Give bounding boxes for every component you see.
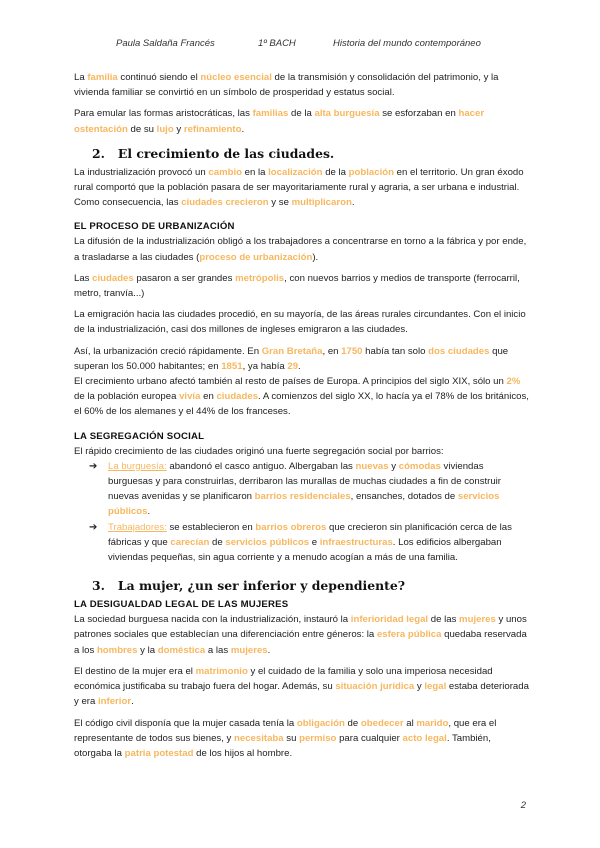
intro-paragraph-2: Para emular las formas aristocráticas, las familias de la alta burguesía se esforzaban en hacer ostentación de su lujo y refinamiento. bbox=[74, 108, 485, 135]
section-2-paragraph-1: La industrialización provocó un cambio en la localización de la población en el territorio. Un gran éxodo rural comportó que la población pasara de ser mayoritariamente rural y agraria, a ser urbana e industrial. Como consecuencia, las ciudades crecieron y se multiplicaron. bbox=[74, 166, 524, 209]
subheading-desigualdad: LA DESIGUALDAD LEGAL DE LAS MUJERES bbox=[74, 599, 289, 611]
section-2-paragraph-6: El crecimiento urbano afectó también al resto de países de Europa. A principios del siglo XIX, sólo un 2% de la población europea vivía en ciudades. A comienzos del siglo XX, lo hacía ya el 78% de los británicos, el 60% de los alemanes y el 44% de los franceses. bbox=[74, 376, 529, 418]
section-3-heading: 3. La mujer, ¿un ser inferior y dependiente? bbox=[92, 578, 405, 594]
header-author: Paula Saldaña Francés bbox=[116, 38, 215, 49]
section-3-paragraph-2: El destino de la mujer era el matrimonio y el cuidado de la familia y solo una imperiosa necesidad económica justificaba su trabajo fuera del hogar. Además, su situación jurídica y legal estaba deteriorada y era inferior. bbox=[74, 665, 529, 708]
subheading-urbanizacion: EL PROCESO DE URBANIZACIÓN bbox=[74, 221, 235, 233]
section-2-paragraph-7: El rápido crecimiento de las ciudades originó una fuerte segregación social por barrios: bbox=[74, 445, 444, 457]
section-2-paragraph-5: Así, la urbanización creció rápidamente. En Gran Bretaña, en 1750 había tan solo dos ciudades que superan los 50.000 habitantes; en 1851, ya había 29. bbox=[74, 345, 509, 372]
section-2-paragraph-4: La emigración hacia las ciudades procedió, en su mayoría, de las áreas rurales circundantes. Con el inicio de la industrialización, casi dos millones de ingleses emigraron a las ciudades. bbox=[74, 309, 526, 336]
intro-paragraph-1: La familia continuó siendo el núcleo esencial de la transmisión y consolidación del patrimonio, y la vivienda familiar se convirtió en un símbolo de prosperidad y estatus social. bbox=[74, 72, 499, 99]
section-2-heading: 2. El crecimiento de las ciudades. bbox=[92, 145, 335, 161]
arrow-right-icon: ➔ bbox=[89, 521, 98, 533]
list-item-trabajadores: ➔ Trabajadores: se establecieron en barrios obreros que crecieron sin planificación cerca de las fábricas y que carecían de servicios públicos e infraestructuras. Los edificios albergaban viviendas pequeñas, sin agua corriente y a menudo acogían a más de una familia. bbox=[89, 521, 512, 564]
subheading-segregacion: LA SEGREGACIÓN SOCIAL bbox=[74, 430, 205, 442]
header-subject: Historia del mundo contemporáneo bbox=[333, 38, 481, 49]
page-content bbox=[74, 70, 530, 767]
section-3-paragraph-3: El código civil disponía que la mujer casada tenía la obligación de obedecer al marido, que era el representante de todos sus bienes, y necesitaba su permiso para cualquier acto legal. También, otorgaba la patria potestad de los hijos al hombre. bbox=[74, 717, 497, 759]
section-3-paragraph-1: La sociedad burguesa nacida con la industrialización, instauró la inferioridad legal de las mujeres y unos patrones sociales que establecían una diferenciación entre géneros: la esfera pública quedaba reservada a los hombres y la doméstica a las mujeres. bbox=[74, 614, 527, 656]
arrow-right-icon: ➔ bbox=[89, 460, 98, 472]
header-course: 1º BACH bbox=[258, 38, 296, 49]
section-2-paragraph-2: La difusión de la industrialización obligó a los trabajadores a concentrarse en torno a la fábrica y por ende, a trasladarse a las ciudades (proceso de urbanización). bbox=[74, 236, 527, 263]
segregation-list bbox=[74, 459, 530, 565]
list-item-burguesia: ➔ La burguesía: abandonó el casco antiguo. Albergaban las nuevas y cómodas viviendas burguesas y para construirlas, derribaron las murallas de muchas ciudades a fin de construir nuevas avenidas y se planificaron barrios residenciales, ensanches, dotados de servicios públicos. bbox=[89, 460, 502, 518]
page-number: 2 bbox=[520, 800, 526, 811]
section-2-paragraph-3: Las ciudades pasaron a ser grandes metrópolis, con nuevos barrios y medios de transporte (ferrocarril, metro, tranvía...) bbox=[74, 272, 520, 300]
